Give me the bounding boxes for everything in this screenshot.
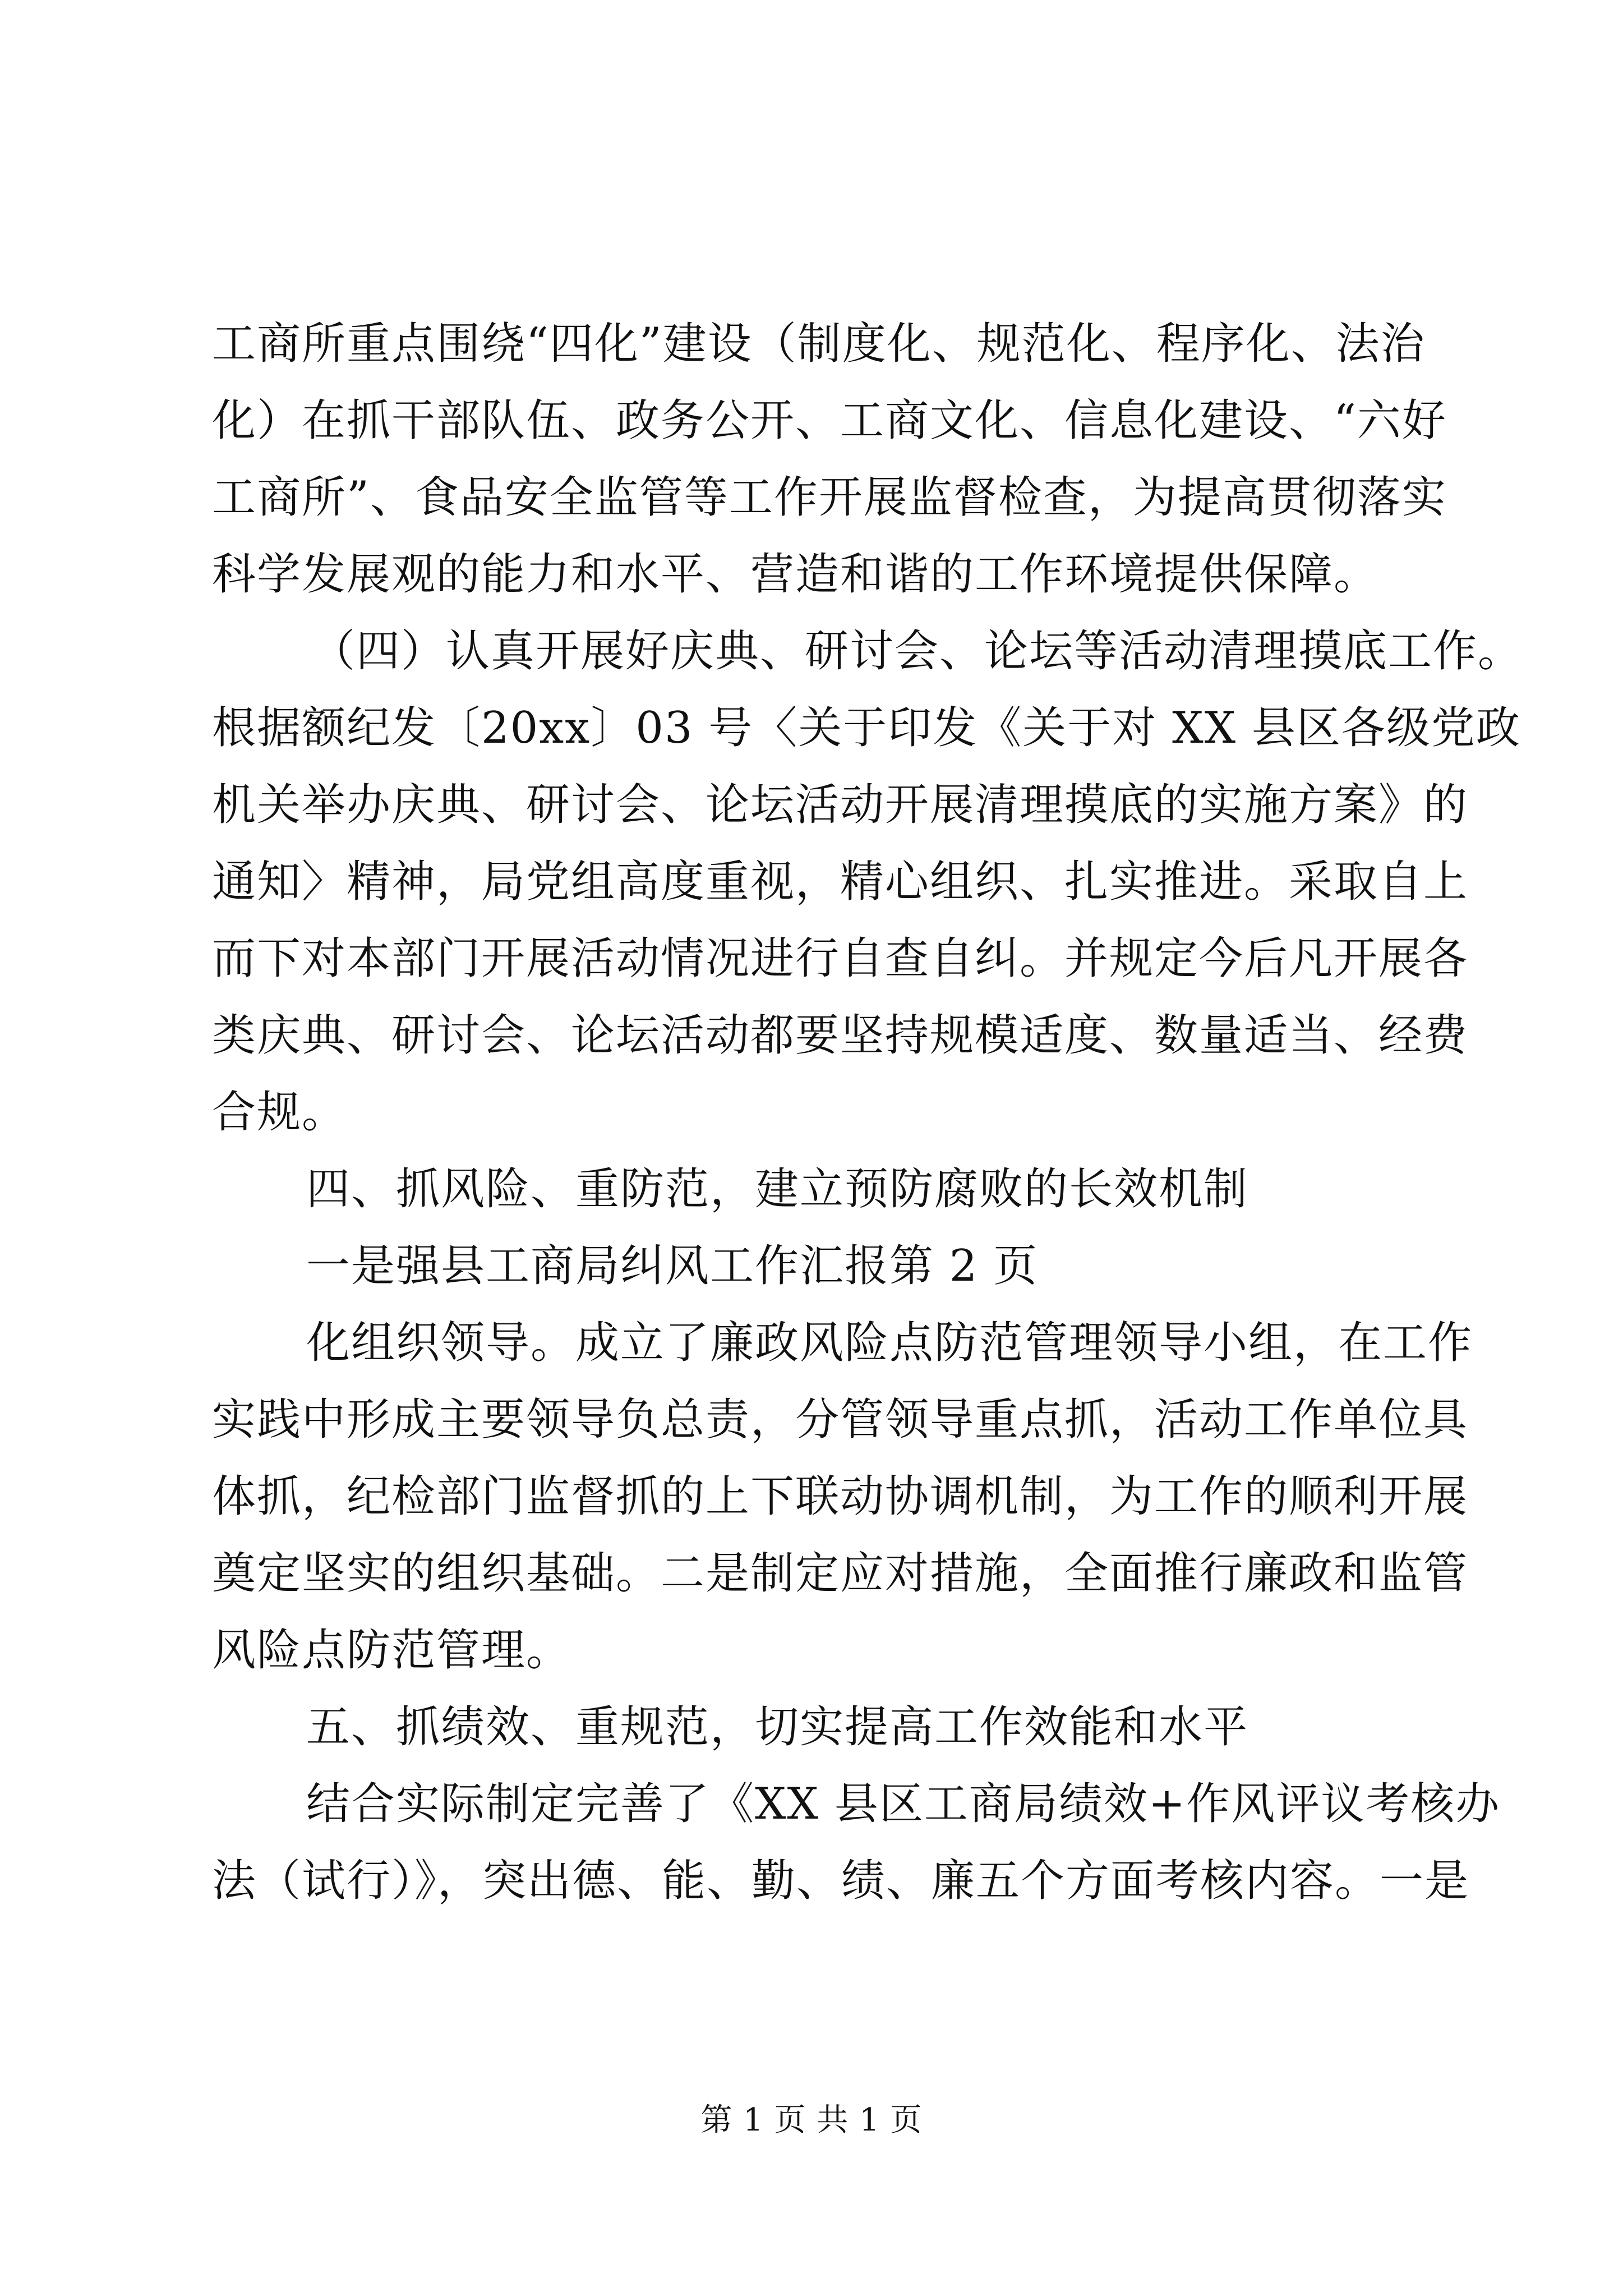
text-line: 体抓，纪检部门监督抓的上下联动协调机制，为工作的顺利开展 <box>212 1471 1469 1522</box>
text-line: 而下对本部门开展活动情况进行自查自纠。并规定今后凡开展各 <box>212 933 1469 984</box>
text-line: 化组织领导。成立了廉政风险点防范管理领导小组，在工作 <box>306 1318 1473 1368</box>
text-line: 实践中形成主要领导负总责，分管领导重点抓，活动工作单位具 <box>212 1395 1469 1445</box>
text-line: 奠定坚实的组织基础。二是制定应对措施，全面推行廉政和监管 <box>212 1548 1469 1599</box>
text-line: 工商所重点围绕“四化”建设（制度化、规范化、程序化、法治 <box>212 319 1426 369</box>
section-heading: 四、抓风险、重防范，建立预防腐败的长效机制 <box>306 1164 1249 1214</box>
text-line: 结合实际制定完善了《XX 县区工商局绩效+作风评议考核办 <box>306 1779 1501 1829</box>
text-line: 法（试行）》，突出德、能、勤、绩、廉五个方面考核内容。一是 <box>212 1856 1470 1906</box>
text-line: 化）在抓干部队伍、政务公开、工商文化、信息化建设、“六好 <box>212 395 1447 446</box>
text-line: 工商所”、食品安全监管等工作开展监督检查，为提高贯彻落实 <box>212 472 1447 523</box>
section-heading: 五、抓绩效、重规范，切实提高工作效能和水平 <box>306 1702 1249 1752</box>
text-line: 风险点防范管理。 <box>212 1625 571 1676</box>
text-line: 通知〉精神，局党组高度重视，精心组织、扎实推进。采取自上 <box>212 857 1469 907</box>
text-line: 科学发展观的能力和水平、营造和谐的工作环境提供保障。 <box>212 549 1379 600</box>
text-line: 机关举办庆典、研讨会、论坛活动开展清理摸底的实施方案》的 <box>212 780 1469 830</box>
text-line: 合规。 <box>212 1087 347 1138</box>
text-line: 一是强县工商局纠风工作汇报第 2 页 <box>306 1241 1039 1291</box>
text-line: 根据额纪发〔20xx〕03 号〈关于印发《关于对 XX 县区各级党政 <box>212 703 1521 753</box>
text-line: 类庆典、研讨会、论坛活动都要坚持规模适度、数量适当、经费 <box>212 1010 1469 1061</box>
text-line: （四）认真开展好庆典、研讨会、论坛等活动清理摸底工作。 <box>311 626 1523 677</box>
page-footer: 第 1 页 共 1 页 <box>700 2102 923 2138</box>
